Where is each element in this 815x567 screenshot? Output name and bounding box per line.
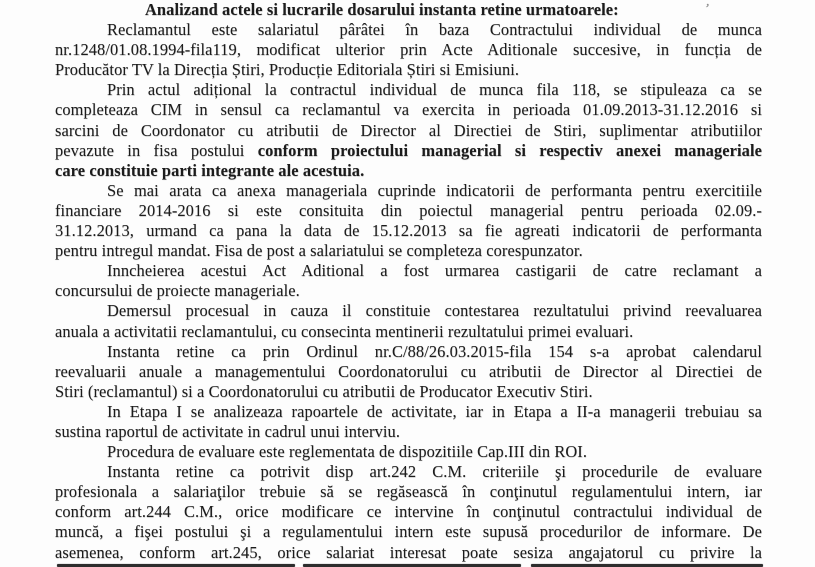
- text-line: [55, 502, 762, 522]
- paragraph-demers-procesual: [55, 301, 762, 341]
- text-line: [55, 261, 762, 281]
- text-line: [55, 20, 762, 40]
- text-line: [55, 543, 762, 563]
- paragraph-incheiere-act: [55, 261, 762, 301]
- text-line: [55, 402, 762, 422]
- text-run: sarcini de Coordonator cu atributii de Director al Directiei de Stiri, suplimentar atributiilor: [55, 120, 762, 140]
- text-run: profesionala a salariaţilor trebuie să se regăsească în conţinutul regulamentului intern, iar: [55, 482, 762, 502]
- text-line: [55, 100, 762, 120]
- heading-paragraph: [55, 0, 762, 20]
- text-line: [55, 382, 762, 402]
- text-run: anuala a activitatii reclamantului, cu consecinta mentinerii rezultatului primei evaluari.: [55, 321, 634, 341]
- text-run: conform art.244 C.M., orice modificare ce intervine în conţinutul contractului individual de: [55, 502, 762, 522]
- text-line: [55, 161, 762, 181]
- paragraph-procedura: [55, 442, 762, 462]
- text-line: [55, 281, 762, 301]
- text-line: [55, 40, 762, 60]
- paragraph-etape: [55, 402, 762, 442]
- text-line: [55, 141, 762, 161]
- text-run: pevazute in fisa postului: [55, 140, 258, 160]
- text-line: [55, 422, 762, 442]
- text-line: [55, 522, 762, 542]
- text-run: Demersul procesual in cauza il constituie contestarea rezultatului privind reevaluarea: [107, 301, 762, 321]
- text-run: Reclamantul este salariatul pârâtei în baza Contractului individual de munca: [107, 20, 762, 40]
- text-run: muncă, a fişei postului şi a regulamentului intern este supusă procedurilor de informare. De: [55, 522, 762, 542]
- text-line: [55, 181, 762, 201]
- paragraph-act-aditional: [55, 80, 762, 180]
- text-run: asemenea, conform art.245, orice salariat interesat poate sesiza angajatorul cu privire la: [55, 542, 762, 562]
- text-run: Instanta retine ca potrivit disp art.242 C.M. criteriile şi procedurile de evaluare: [107, 462, 762, 482]
- text-line: [55, 80, 762, 100]
- bold-text-run: Analizand actele si lucrarile dosarului instanta retine urmatoarele:: [145, 0, 619, 19]
- text-run: Instanta retine ca prin Ordinul nr.C/88/26.03.2015-fila 154 s-a aprobat calendarul: [107, 341, 762, 361]
- text-run: completeaza CIM in sensul ca reclamantul va exercita in perioada 01.09.2013-31.12.2016 si: [55, 100, 762, 120]
- text-run: nr.1248/01.08.1994-fila119, modificat ulterior prin Acte Aditionale succesive, in funcția de: [55, 40, 762, 60]
- text-line: [55, 60, 762, 80]
- text-line: [55, 462, 762, 482]
- text-run: reevaluarii anuale a managementului Coordonatorului cu atributii de Director al Directiei de: [55, 361, 762, 381]
- text-run: In Etapa I se analizeaza rapoartele de activitate, iar in Etapa a II-a managerii trebuiau sa: [107, 401, 762, 421]
- bold-text-run: care constituie parti integrante ale acestuia.: [55, 160, 365, 180]
- text-run: sustina raportul de activitate in cadrul unui interviu.: [55, 421, 401, 441]
- text-run: pentru intregul mandat. Fisa de post a salariatului se completeza corespunzator.: [55, 241, 583, 261]
- paragraph-anexa-manageriala: [55, 181, 762, 261]
- paragraph-reclamant: [55, 20, 762, 80]
- text-line: [55, 362, 762, 382]
- text-run: financiare 2014-2016 si este consituita din poiectul managerial pentru perioada 02.09.-: [55, 200, 762, 220]
- text-run: concursului de proiecte manageriale.: [55, 281, 300, 301]
- bold-text-run: conform proiectului managerial si respectiv anexei manageriale: [257, 140, 762, 160]
- text-run: 31.12.2013, urmand ca pana la data de 15.12.2013 sa fie agreati indicatorii de performanta: [55, 221, 762, 241]
- document-text: [55, 0, 762, 563]
- paragraph-art-242: [55, 462, 762, 562]
- text-line: [55, 322, 762, 342]
- text-line: [55, 221, 762, 241]
- text-line: [55, 482, 762, 502]
- text-line: [55, 241, 762, 261]
- scan-smudge-mark: ʼ: [702, 1, 711, 18]
- text-run: Se mai arata ca anexa manageriala cuprinde indicatorii de performanta pentru exercitiile: [107, 180, 762, 200]
- text-run: Producător TV la Direcția Știri, Producție Editoriala Știri si Emisiuni.: [55, 60, 520, 80]
- text-line: [55, 201, 762, 221]
- text-line: [55, 0, 762, 20]
- text-line: [55, 121, 762, 141]
- text-run: Prin actul adițional la contractul individual de munca fila 118, se stipuleaza ca se: [107, 80, 762, 100]
- text-line: [55, 301, 762, 321]
- paragraph-ordinul: [55, 342, 762, 402]
- text-line: [55, 442, 762, 462]
- text-line: [55, 342, 762, 362]
- text-run: Inncheierea acestui Act Aditional a fost urmarea castigarii de catre reclamant a: [107, 261, 762, 281]
- text-run: Procedura de evaluare este reglementata de dispozitiile Cap.III din ROI.: [107, 442, 588, 462]
- text-run: Stiri (reclamantul) si a Coordonatorului cu atributii de Producator Executiv Stiri.: [55, 381, 593, 401]
